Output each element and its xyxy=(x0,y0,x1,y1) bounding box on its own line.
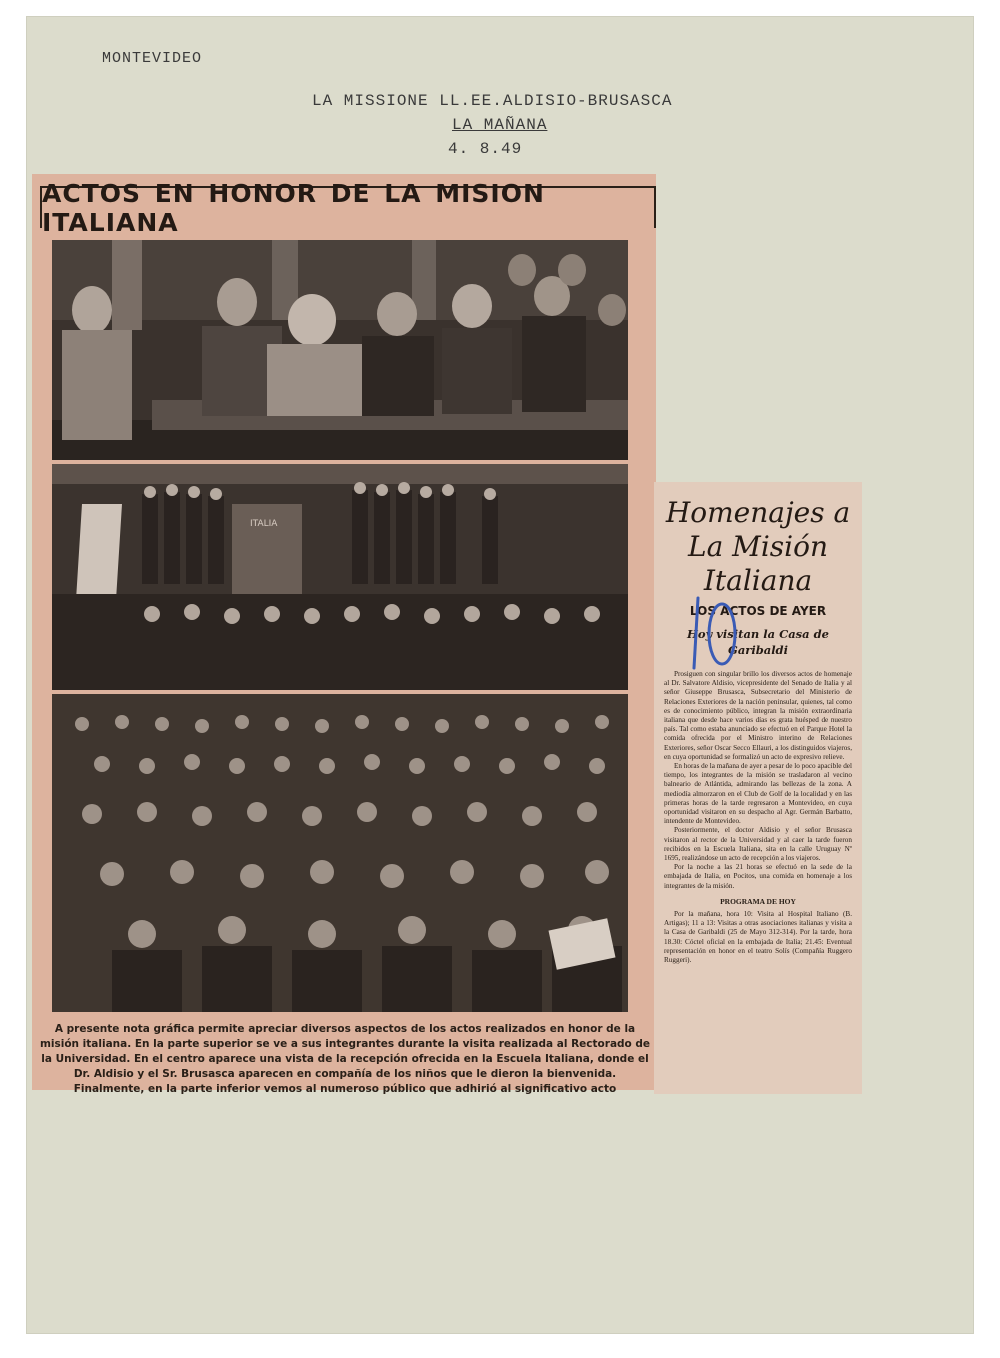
article-paragraph: En horas de la mañana de ayer a pesar de lo poco apacible del tiempo, los integrantes de la misión se trasladaron al vecino balneario de Atlántida, admirando las bellezas de la zona. A mediodía almorzaron en el Club de Golf de la localidad y en las primeras horas de la tarde regresaron a Montevideo, en cuya oportunidad visitaron en su despacho al Agr. Germán Barbatto, intendente de Montevideo. xyxy=(664,762,852,826)
photo-caption: A presente nota gráfica permite apreciar diversos aspectos de los actos realizados en honor de la misión italiana. En la parte superior se ve a sus integrantes durante la visita realizada al Rectorado de la Universidad. En el centro aparece una vista de la recepción ofrecida en la Escuela Italiana, donde el Dr. Aldisio y el Sr. Brusasca aparecen en compañía de los niños que le dieron la bienvenida. Finalmente, en la parte inferior vemos al numeroso público que adhirió al significativo acto xyxy=(39,1023,651,1095)
photo-rectorado-image xyxy=(52,240,628,460)
article-body xyxy=(664,670,852,965)
article-title-line-1: Homenajes a xyxy=(665,496,851,529)
handwritten-mark-icon xyxy=(686,588,746,678)
typed-title: LA MISSIONE LL.EE.ALDISIO-BRUSASCA xyxy=(312,92,673,110)
headline-box xyxy=(40,179,656,237)
article-title xyxy=(654,496,862,598)
photo-escuela-italiana xyxy=(52,464,628,690)
photo-sign-text: ITALIA xyxy=(250,519,278,529)
article-deck: Hoy visitan la Casa de Garibaldi xyxy=(687,627,829,657)
photo-clipping xyxy=(32,174,656,1095)
article-paragraph: Posteriormente, el doctor Aldisio y el señor Brusasca visitaron al rector de la Universidad y al caer la tarde fueron recibidos en la Escuela Italiana, sita en la calle Uruguay Nº 1695, realizándose un acto de recepción a los viajeros. xyxy=(664,826,852,863)
clipping-headline: ACTOS EN HONOR DE LA MISION ITALIANA xyxy=(42,179,545,237)
photo-escuela-image xyxy=(52,464,628,690)
article-subhead: LOS ACTOS DE AYER xyxy=(689,604,827,618)
photo-rectorado xyxy=(52,240,628,460)
photo-publico xyxy=(52,694,628,1012)
article-title-line-2: La Misión xyxy=(687,530,829,563)
typed-newspaper: LA MAÑANA xyxy=(452,116,548,134)
typed-date: 4. 8.49 xyxy=(448,140,523,158)
program-title: PROGRAMA DE HOY xyxy=(720,896,796,906)
typed-city: MONTEVIDEO xyxy=(102,50,203,67)
article-clipping xyxy=(654,482,862,1094)
photo-publico-image xyxy=(52,694,628,1012)
article-paragraph: Por la noche a las 21 horas se efectuó en la sede de la embajada de Italia, en Pocitos, una comida en homenaje a los integrantes de la misión. xyxy=(664,863,852,890)
article-paragraph: Prosiguen con singular brillo los diversos actos de homenaje al Dr. Salvatore Aldisio, vicepresidente del Senado de Italia y al señor Giuseppe Brusasca, Subsecretario del Ministerio de Relaciones Exteriores de la nación peninsular, quienes, tal como es de conocimiento público, integran la misión extraordinaria italiana que desde hace varios días es grata huésped de nuestro país. Tal como estaba anunciado se efectuó en el Parque Hotel la comida ofrecida por el Ministro interino de Relaciones Exteriores, señor Oscar Secco Ellauri, a los distinguidos viajeros, en cuya oportunidad se formalizó un acto de expresivo relieve. xyxy=(664,670,852,761)
program-text: Por la mañana, hora 10: Visita al Hospital Italiano (B. Artigas); 11 a 13: Visitas a otras asociaciones italianas y visita a la Casa de Garibaldi (25 de Mayo 312-314). Por la tarde, hora 18.30: Cóctel oficial en la embajada de Italia; 21.45: Eventual representación en honor en el teatro Solís (Compañía Ruggero Ruggeri). xyxy=(664,910,852,965)
article-title-line-3: Italiana xyxy=(703,564,813,597)
